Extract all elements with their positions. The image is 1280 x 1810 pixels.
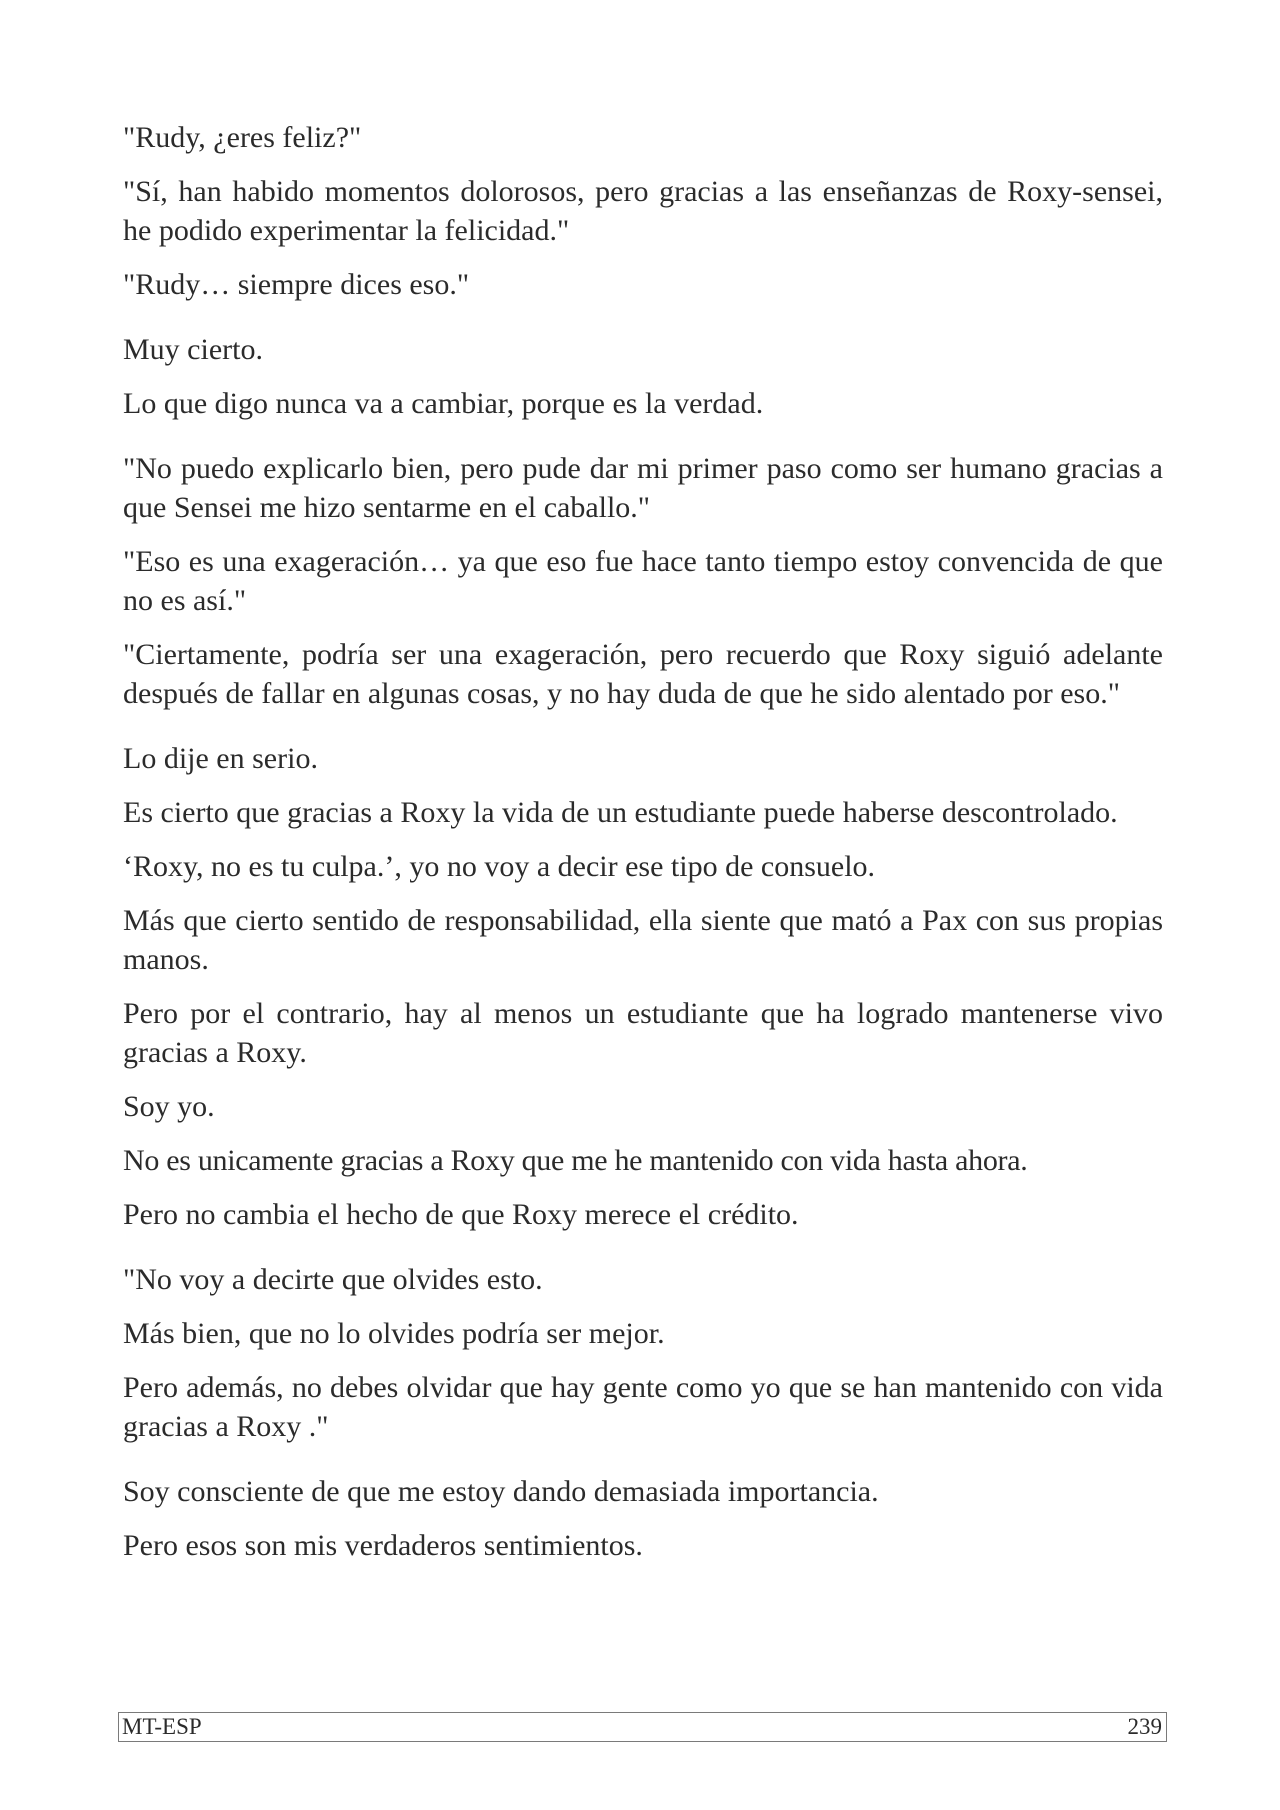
- paragraph-8: "Ciertamente, podría ser una exageración, pero recuerdo que Roxy siguió adelante después de fallar en algunas cosas, y no hay duda de que he sido alentado por eso.": [123, 638, 1163, 710]
- page-number: 239: [1127, 1714, 1162, 1739]
- paragraph-13: Pero por el contrario, hay al menos un estudiante que ha logrado mantenerse vivo gracias a Roxy.: [123, 997, 1163, 1069]
- paragraph-10: Es cierto que gracias a Roxy la vida de un estudiante puede haberse descontrolado.: [123, 796, 1118, 829]
- paragraph-6: "No puedo explicarlo bien, pero pude dar mi primer paso como ser humano gracias a que Sensei me hizo sentarme en el caballo.": [123, 452, 1163, 524]
- paragraph-3: "Rudy… siempre dices eso.": [123, 268, 470, 301]
- paragraph-20: Soy consciente de que me estoy dando demasiada importancia.: [123, 1475, 879, 1508]
- paragraph-1: "Rudy, ¿eres feliz?": [123, 121, 362, 154]
- paragraph-17: "No voy a decirte que olvides esto.: [123, 1263, 543, 1296]
- paragraph-11: ‘Roxy, no es tu culpa.’, yo no voy a decir ese tipo de consuelo.: [123, 850, 876, 883]
- paragraph-16: Pero no cambia el hecho de que Roxy merece el crédito.: [123, 1198, 799, 1231]
- page-body: [123, 118, 1163, 1580]
- paragraph-2: "Sí, han habido momentos dolorosos, pero gracias a las enseñanzas de Roxy-sensei, he podido experimentar la felicidad.": [123, 175, 1163, 247]
- paragraph-5: Lo que digo nunca va a cambiar, porque es la verdad.: [123, 387, 764, 420]
- footer-label: MT-ESP: [122, 1714, 202, 1739]
- page-footer: [118, 1712, 1167, 1742]
- paragraph-15: No es unicamente gracias a Roxy que me he mantenido con vida hasta ahora.: [123, 1144, 1028, 1177]
- paragraph-12: Más que cierto sentido de responsabilidad, ella siente que mató a Pax con sus propias manos.: [123, 904, 1163, 976]
- paragraph-4: Muy cierto.: [123, 333, 263, 366]
- paragraph-9: Lo dije en serio.: [123, 742, 318, 775]
- paragraph-14: Soy yo.: [123, 1090, 215, 1123]
- paragraph-7: "Eso es una exageración… ya que eso fue hace tanto tiempo estoy convencida de que no es así.": [123, 545, 1163, 617]
- paragraph-21: Pero esos son mis verdaderos sentimientos.: [123, 1529, 643, 1562]
- paragraph-19: Pero además, no debes olvidar que hay gente como yo que se han mantenido con vida gracias a Roxy .": [123, 1371, 1163, 1443]
- paragraph-18: Más bien, que no lo olvides podría ser mejor.: [123, 1317, 665, 1350]
